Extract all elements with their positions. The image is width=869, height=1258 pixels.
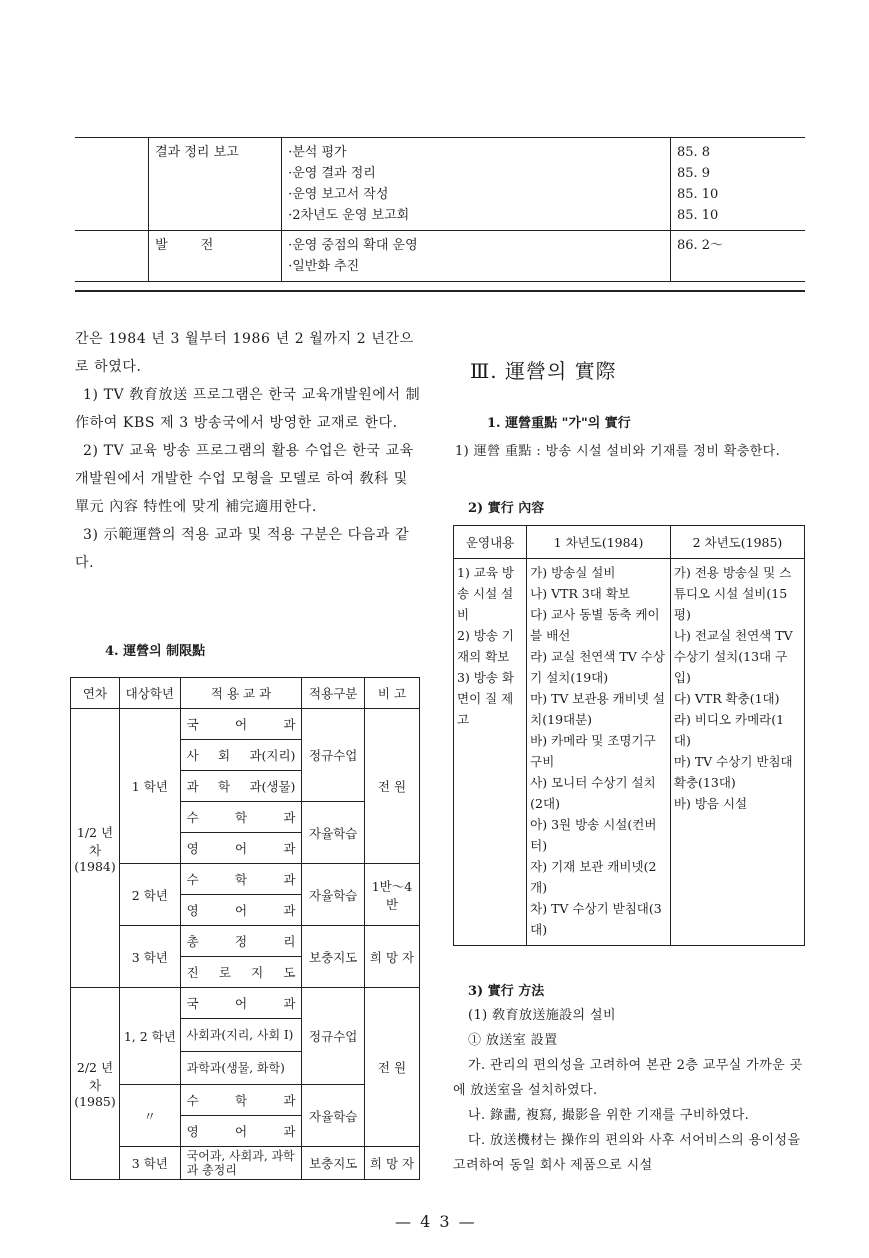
stage-cell: 발 전	[149, 231, 282, 282]
table-row	[75, 231, 805, 282]
item-text: ·운영 결과 정리	[288, 166, 376, 181]
grade-cell: 2 학년	[119, 864, 180, 926]
year-cell: 1/2 년 차 (1984)	[71, 709, 120, 988]
items-cell	[282, 231, 671, 282]
list-item: 1) 교육 방송 시설 설비	[457, 565, 515, 622]
date-text: 85. 8	[676, 145, 711, 160]
left-paragraphs	[75, 325, 425, 577]
table-row	[75, 138, 805, 231]
item-text: ·분석 평가	[288, 145, 347, 160]
subject-cell: 영 어 과	[180, 895, 302, 926]
dates-cell	[670, 138, 805, 231]
subject-cell: 총 정 리	[180, 926, 302, 957]
stage-cell: 결과 정리 보고	[149, 138, 282, 231]
column-header: 적용구분	[302, 678, 365, 709]
note-cell: 희 망 자	[364, 1147, 419, 1180]
page-number: — 4 3 —	[395, 1212, 477, 1231]
chapter-heading: Ⅲ. 運營의 實際	[470, 359, 617, 383]
type-cell: 보충지도	[302, 1147, 365, 1180]
table-row	[71, 709, 420, 740]
list-item: 라) 비디오 카메라(1대)	[673, 712, 785, 748]
note-cell: 1반～4반	[364, 864, 419, 926]
column-header: 2 차년도(1985)	[670, 526, 804, 559]
table-row	[71, 1147, 420, 1180]
type-cell: 자율학습	[302, 1085, 365, 1147]
paragraph: 가. 관리의 편의성을 고려하여 본관 2층 교무실 가까운 곳에 放送室을 설치하였다.	[453, 1058, 803, 1098]
note-cell: 희 망 자	[364, 926, 419, 988]
table-header-row	[71, 678, 420, 709]
subject-cell: 수 학 과	[180, 1085, 302, 1116]
list-item: 나) VTR 3대 확보	[530, 586, 630, 601]
paragraph: 나. 錄畵, 複寫, 撮影을 위한 기재를 구비하였다.	[468, 1108, 750, 1123]
list-item: 자) 기재 보관 캐비넷(2개)	[530, 859, 657, 895]
note-cell: 전 원	[364, 988, 419, 1147]
column-header: 비 고	[364, 678, 419, 709]
year1-cell	[527, 559, 671, 946]
list-item: 다) VTR 확충(1대)	[673, 691, 780, 706]
section-heading: 4. 運營의 制限點	[105, 644, 206, 659]
list-item: 사) 모니터 수상기 설치(2대)	[530, 775, 656, 811]
dates-cell	[670, 231, 805, 282]
subsection-heading: 3) 實行 方法	[468, 984, 545, 999]
grade-cell: 3 학년	[119, 926, 180, 988]
item-text: ·일반화 추진	[288, 259, 360, 274]
grade-cell: 1, 2 학년	[119, 988, 180, 1085]
year-cell: 2/2 년 차 (1985)	[71, 988, 120, 1180]
note-cell: 전 원	[364, 709, 419, 864]
subject-cell: 수 학 과	[180, 802, 302, 833]
subject-table	[70, 677, 420, 1180]
item-text: ·2차년도 운영 보고회	[288, 208, 410, 223]
paragraph: 1) TV 敎育放送 프로그램은 한국 교육개발원에서 制作하여 KBS 제 3 방송국에서 방영한 교재로 한다.	[75, 387, 421, 431]
table-row	[454, 559, 805, 946]
items-cell	[282, 138, 671, 231]
schedule-table	[75, 137, 805, 282]
subject-cell: 영 어 과	[180, 1116, 302, 1147]
subsection-heading: 1. 運營重點 "가"의 實行	[487, 416, 631, 431]
table-row	[71, 864, 420, 895]
subject-cell: 사 회 과(지리)	[180, 740, 302, 771]
subsection-heading: 2) 實行 內容	[468, 501, 545, 516]
table-row	[71, 988, 420, 1019]
grade-cell: 〃	[119, 1085, 180, 1147]
list-item: 바) 방음 시설	[673, 796, 748, 811]
subject-cell: 사회과(지리, 사회 Ⅰ)	[180, 1019, 302, 1052]
item-text: ·운영 중점의 확대 운영	[288, 238, 418, 253]
type-cell: 보충지도	[302, 926, 365, 988]
subject-cell: 과 학 과(생물)	[180, 771, 302, 802]
column-header: 1 차년도(1984)	[527, 526, 671, 559]
column-header: 적 용 교 과	[180, 678, 302, 709]
date-text: 85. 9	[676, 166, 711, 181]
date-text: 86. 2～	[676, 238, 724, 253]
date-text: 85. 10	[676, 208, 719, 223]
implementation-table	[453, 525, 805, 946]
type-cell: 자율학습	[302, 802, 365, 864]
column-header: 대상학년	[119, 678, 180, 709]
table-row	[71, 926, 420, 957]
paragraph: 3) 示範運營의 적용 교과 및 적용 구분은 다음과 같다.	[75, 527, 410, 571]
list-item: 나) 전교실 천연색 TV 수상기 설치(13대 구입)	[673, 628, 793, 685]
paragraph: ① 放送室 設置	[468, 1033, 558, 1048]
paragraph: 2) TV 교육 방송 프로그램의 활용 수업은 한국 교육 개발원에서 개발한 수업 모형을 모델로 하여 敎科 및 單元 內容 特性에 맞게 補完適用한다.	[75, 443, 414, 515]
list-item: 3) 방송 화면이 질 제고	[457, 670, 515, 727]
date-text: 85. 10	[676, 187, 719, 202]
grade-cell: 3 학년	[119, 1147, 180, 1180]
table-cell	[75, 231, 149, 282]
list-item: 마) TV 수상기 반침대 확충(13대)	[673, 754, 793, 790]
list-item: 마) TV 보관용 캐비넷 설치(19대분)	[530, 691, 665, 727]
subject-cell: 국어과, 사회과, 과학과 총정리	[180, 1147, 302, 1180]
list-item: 라) 교실 천연색 TV 수상기 설치(19대)	[530, 649, 665, 685]
table-cell	[75, 138, 149, 231]
subject-cell: 국 어 과	[180, 988, 302, 1019]
list-item: 가) 전용 방송실 및 스튜디오 시설 설비(15평)	[673, 565, 792, 622]
subject-cell: 과학과(생물, 화학)	[180, 1052, 302, 1085]
paragraph: (1) 敎育放送施設의 설비	[468, 1008, 616, 1023]
content-cell	[454, 559, 527, 946]
subject-cell: 영 어 과	[180, 833, 302, 864]
item-text: ·운영 보고서 작성	[288, 187, 389, 202]
column-header: 운영내용	[454, 526, 527, 559]
paragraph: 1) 運營 重點 : 방송 시설 설비와 기재를 정비 확충한다.	[455, 444, 781, 459]
type-cell: 자율학습	[302, 864, 365, 926]
paragraph: 간은 1984 년 3 월부터 1986 년 2 월까지 2 년간으로 하였다.	[75, 331, 414, 375]
list-item: 바) 카메라 및 조명기구 구비	[530, 733, 656, 769]
type-cell: 정규수업	[302, 709, 365, 802]
table-header-row	[454, 526, 805, 559]
list-item: 2) 방송 기재의 확보	[457, 628, 515, 664]
year2-cell	[670, 559, 804, 946]
grade-cell: 1 학년	[119, 709, 180, 864]
list-item: 가) 방송실 설비	[530, 565, 616, 580]
horizontal-rule	[75, 290, 805, 292]
paragraph: 다. 放送機材는 操作의 편의와 사후 서어비스의 용이성을 고려하여 동일 회사 제품으로 시설	[453, 1133, 801, 1173]
column-header: 연차	[71, 678, 120, 709]
subject-cell: 진 로 지 도	[180, 957, 302, 988]
list-item: 아) 3원 방송 시설(컨버터)	[530, 817, 657, 853]
type-cell: 정규수업	[302, 988, 365, 1085]
right-paragraphs	[453, 1003, 805, 1178]
subject-cell: 국 어 과	[180, 709, 302, 740]
list-item: 다) 교사 동별 동축 케이블 배선	[530, 607, 660, 643]
list-item: 차) TV 수상기 받침대(3대)	[530, 901, 662, 937]
subject-cell: 수 학 과	[180, 864, 302, 895]
